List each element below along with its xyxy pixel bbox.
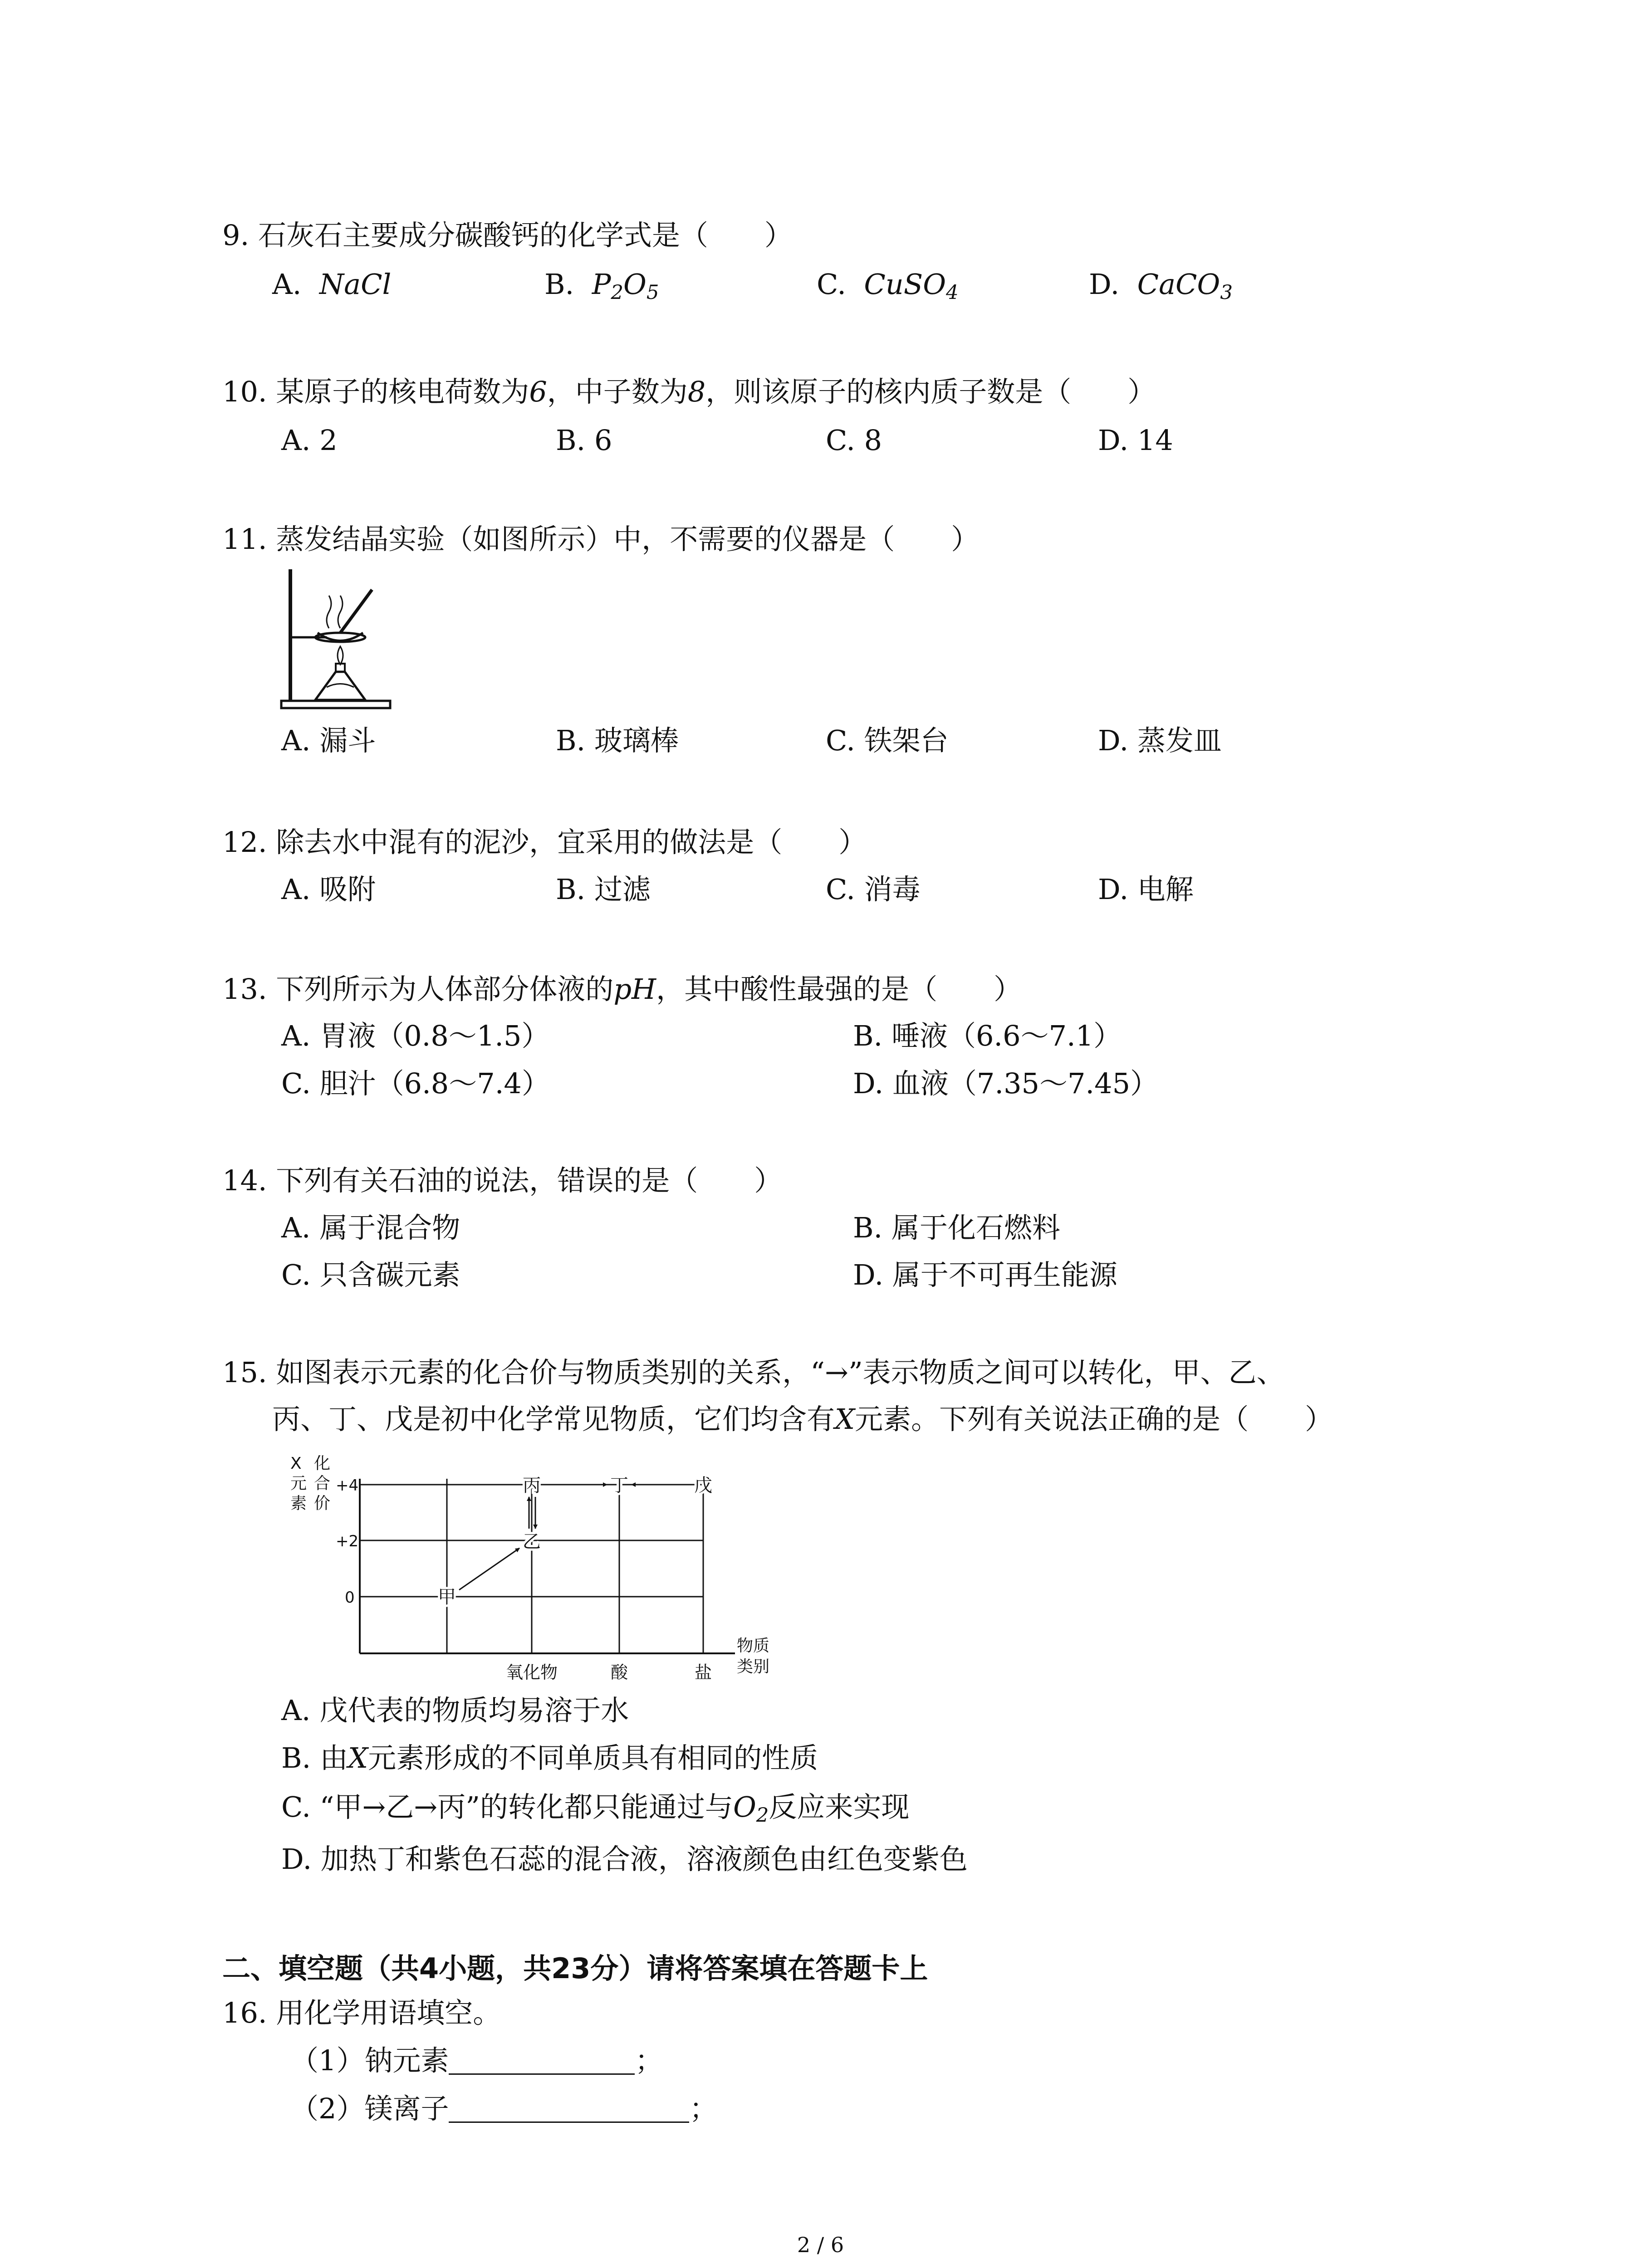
q9-option-b-formula: $P_2O_5$ xyxy=(592,268,659,304)
y-title-char-6: 价 xyxy=(314,1494,331,1513)
q15-option-d: D. 加热丁和紫色石蕊的混合液，溶液颜色由红色变紫色 xyxy=(281,1843,968,1876)
q9-option-a-label: A. xyxy=(272,268,302,301)
q10-option-c: C. 8 xyxy=(826,424,882,457)
y-title-char-1: X xyxy=(290,1454,302,1473)
question-10-stem: 10. 某原子的核电荷数为6，中子数为8，则该原子的核内质子数是（ ） xyxy=(222,375,1156,408)
q9-option-c-formula: CuSO$_4$ xyxy=(864,268,959,304)
q9-option-c-label: C. xyxy=(817,268,846,301)
question-11-stem: 11. 蒸发结晶实验（如图所示）中，不需要的仪器是（ ） xyxy=(222,523,980,556)
answer-blank-2[interactable] xyxy=(449,2095,689,2123)
substance-jia: 甲 xyxy=(438,1587,456,1608)
q13-option-a: A. 胃液（0.8～1.5） xyxy=(281,1019,550,1052)
x-tick-salt: 盐 xyxy=(694,1662,712,1682)
q15-option-b: B. 由X元素形成的不同单质具有相同的性质 xyxy=(281,1741,818,1774)
q9-option-c xyxy=(817,270,959,303)
question-14-stem: 14. 下列有关石油的说法，错误的是（ ） xyxy=(222,1164,783,1197)
answer-blank-1[interactable] xyxy=(449,2047,635,2075)
q9-option-b-label: B. xyxy=(544,268,574,301)
y-title-char-2: 化 xyxy=(314,1454,331,1473)
valence-category-diagram xyxy=(272,1452,808,1687)
q9-option-d xyxy=(1089,270,1233,303)
x-title-line2: 类别 xyxy=(736,1657,770,1676)
y-tick-zero: 0 xyxy=(345,1589,355,1607)
q15-option-c: C. “甲→乙→丙”的转化都只能通过与$O_2$反应来实现 xyxy=(281,1790,910,1827)
q11-option-b: B. 玻璃棒 xyxy=(556,724,679,757)
q11-option-c: C. 铁架台 xyxy=(826,724,949,757)
y-title-char-4: 合 xyxy=(314,1474,331,1493)
q9-option-d-label: D. xyxy=(1089,268,1120,301)
substance-bing: 丙 xyxy=(523,1475,541,1496)
x-tick-oxide: 氧化物 xyxy=(505,1662,558,1682)
q11-option-d: D. 蒸发皿 xyxy=(1098,724,1222,757)
substance-ding: 丁 xyxy=(610,1475,628,1496)
y-tick-plus4: +4 xyxy=(336,1476,359,1495)
q9-option-a xyxy=(272,268,392,301)
x-tick-acid: 酸 xyxy=(610,1662,628,1682)
q12-option-a: A. 吸附 xyxy=(281,873,376,906)
substance-yi: 乙 xyxy=(523,1531,541,1552)
evaporation-apparatus-figure xyxy=(272,565,395,714)
q13-option-b: B. 唾液（6.6～7.1） xyxy=(853,1019,1122,1052)
q14-option-c: C. 只含碳元素 xyxy=(281,1258,460,1291)
q10-option-b: B. 6 xyxy=(556,424,612,457)
question-15-line2: 丙、丁、戊是初中化学常见物质，它们均含有X元素。下列有关说法正确的是（ ） xyxy=(272,1403,1333,1436)
arrow-jia-to-yi xyxy=(459,1548,519,1590)
q15-option-a: A. 戊代表的物质均易溶于水 xyxy=(281,1694,629,1727)
question-9-stem: 9. 石灰石主要成分碳酸钙的化学式是（ ） xyxy=(222,219,793,252)
q13-option-d: D. 血液（7.35～7.45） xyxy=(853,1067,1159,1100)
substance-wu: 戊 xyxy=(694,1475,712,1496)
section-2-title: 二、填空题（共4小题，共23分）请将答案填在答题卡上 xyxy=(222,1952,928,1985)
q9-option-b xyxy=(544,270,659,303)
q9-option-d-formula: CaCO$_3$ xyxy=(1137,268,1233,304)
q11-option-a: A. 漏斗 xyxy=(281,724,376,757)
q14-option-b: B. 属于化石燃料 xyxy=(853,1211,1060,1244)
question-16-stem: 16. 用化学用语填空。 xyxy=(222,1996,501,2029)
x-title-line1: 物质 xyxy=(736,1637,770,1655)
y-tick-plus2: +2 xyxy=(336,1532,359,1550)
q16-sub1: （1）钠元素 ； xyxy=(290,2044,663,2077)
q16-sub2: （2）镁离子 ； xyxy=(290,2092,718,2125)
question-12-stem: 12. 除去水中混有的泥沙，宜采用的做法是（ ） xyxy=(222,826,867,859)
q12-option-d: D. 电解 xyxy=(1098,873,1194,906)
q9-option-a-formula: NaCl xyxy=(319,268,392,301)
q10-option-d: D. 14 xyxy=(1098,424,1173,457)
question-15-line1: 15. 如图表示元素的化合价与物质类别的关系，“→”表示物质之间可以转化，甲、乙、 xyxy=(222,1356,1285,1389)
q14-option-a: A. 属于混合物 xyxy=(281,1211,460,1244)
question-13-stem: 13. 下列所示为人体部分体液的pH，其中酸性最强的是（ ） xyxy=(222,973,1022,1006)
y-title-char-3: 元 xyxy=(290,1474,307,1493)
q12-option-c: C. 消毒 xyxy=(826,873,921,906)
q12-option-b: B. 过滤 xyxy=(556,873,651,906)
y-title-char-5: 素 xyxy=(290,1494,307,1513)
q10-option-a: A. 2 xyxy=(281,424,338,457)
q13-option-c: C. 胆汁（6.8～7.4） xyxy=(281,1067,550,1100)
q14-option-d: D. 属于不可再生能源 xyxy=(853,1258,1117,1291)
page-number: 2 / 6 xyxy=(797,2233,844,2257)
